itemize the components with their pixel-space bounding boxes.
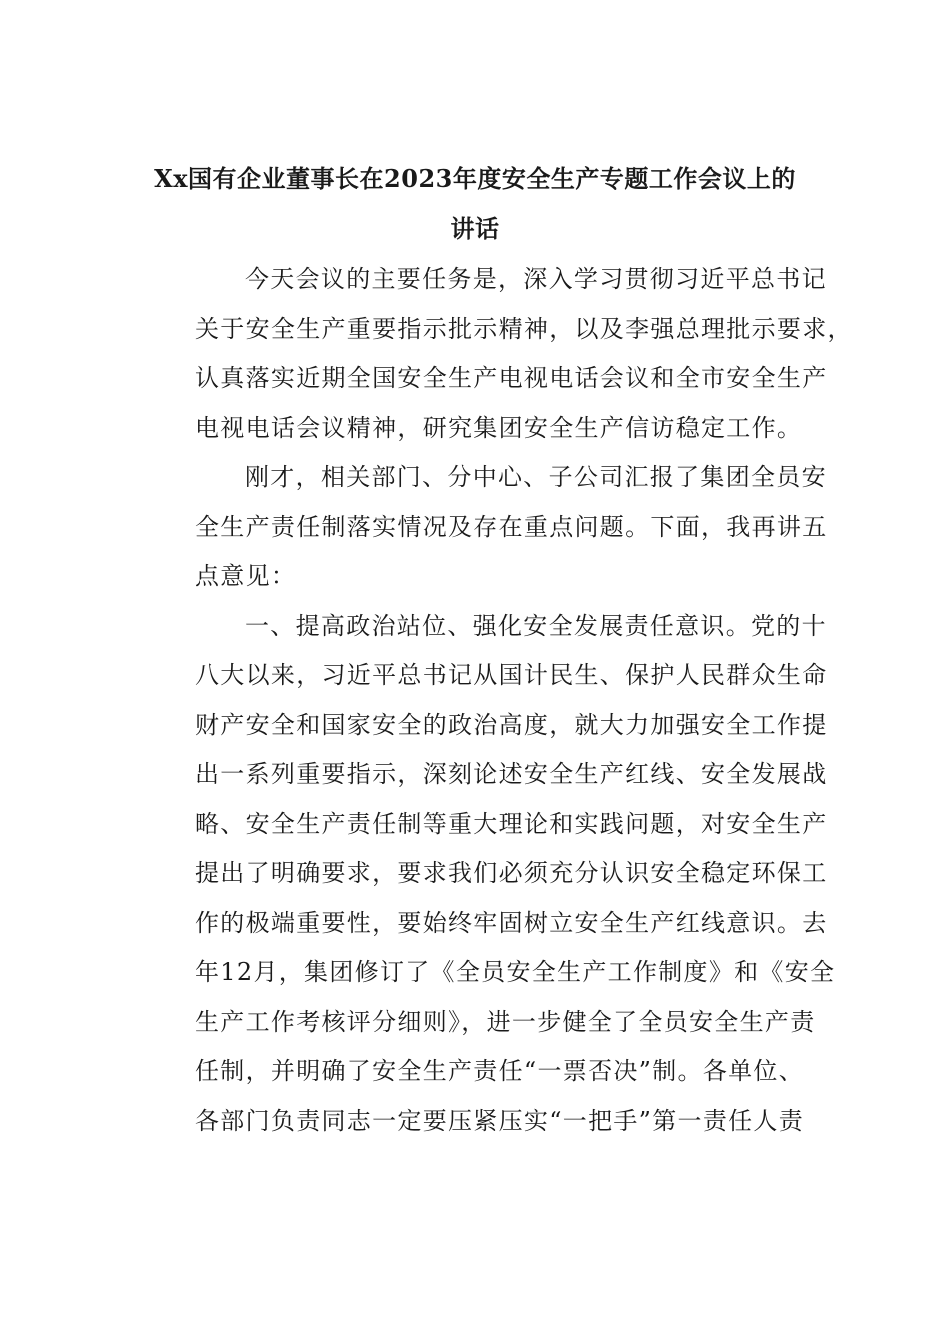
paragraph-line: 刚才，相关部门、分中心、子公司汇报了集团全员安 [245, 463, 827, 491]
paragraph-line: 任制，并明确了安全生产责任“一票否决”制。各单位、 [195, 1057, 805, 1085]
document-body [145, 255, 853, 1146]
paragraph-line: 关于安全生产重要指示批示精神，以及李强总理批示要求， [195, 314, 853, 343]
paragraph-line: 认真落实近期全国安全生产电视电话会议和全市安全生产 [195, 364, 828, 392]
paragraph-line: 作的极端重要性，要始终牢固树立安全生产红线意识。去 [195, 908, 828, 937]
paragraph-line: 略、安全生产责任制等重大理论和实践问题，对安全生产 [195, 809, 828, 838]
document-title: Xx国有企业董事长在2023年度安全生产专题工作会议上的 [154, 164, 796, 193]
paragraph-line: 财产安全和国家安全的政治高度，就大力加强安全工作提 [195, 710, 828, 739]
paragraph-point-one [145, 602, 836, 1147]
document-title-continuation: 讲话 [450, 214, 500, 243]
paragraph-line: 今天会议的主要任务是，深入学习贯彻习近平总书记 [245, 265, 827, 293]
paragraph-opening [145, 255, 853, 453]
paragraph-line: 电视电话会议精神，研究集团安全生产信访稳定工作。 [195, 413, 803, 442]
paragraph-reports [145, 453, 828, 602]
paragraph-line: 年12月，集团修订了《全员安全生产工作制度》和《安全 [195, 958, 836, 986]
paragraph-line: 提出了明确要求，要求我们必须充分认识安全稳定环保工 [195, 859, 828, 887]
paragraph-line: 各部门负责同志一定要压紧压实“一把手”第一责任人责 [195, 1106, 805, 1135]
paragraph-line: 八大以来，习近平总书记从国计民生、保护人民群众生命 [195, 661, 828, 689]
paragraph-line: 全生产责任制落实情况及存在重点问题。下面，我再讲五 [195, 512, 828, 541]
paragraph-line: 一、提高政治站位、强化安全发展责任意识。党的十 [245, 611, 827, 640]
paragraph-line: 生产工作考核评分细则》，进一步健全了全员安全生产责 [195, 1007, 816, 1036]
paragraph-line: 点意见： [195, 562, 297, 590]
paragraph-line: 出一系列重要指示，深刻论述安全生产红线、安全发展战 [195, 760, 828, 788]
